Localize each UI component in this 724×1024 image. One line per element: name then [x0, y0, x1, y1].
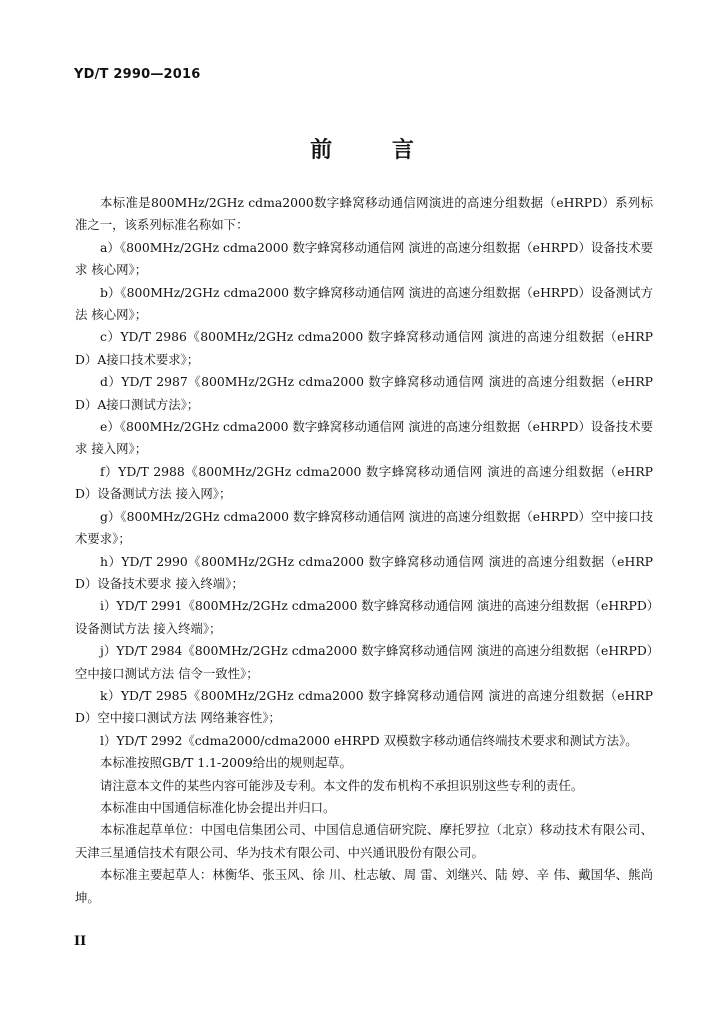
paragraph-drafting-units: 本标准起草单位：中国电信集团公司、中国信息通信研究院、摩托罗拉（北京）移动技术有限公司、天津三星通信技术有限公司、华为技术有限公司、中兴通讯股份有限公司。 — [75, 822, 653, 860]
page-title: 前 言 — [310, 138, 440, 163]
paragraph-intro: 本标准是800MHz/2GHz cdma2000数字蜂窝移动通信网演进的高速分组数据（eHRPD）系列标准之一，该系列标准名称如下： — [75, 195, 653, 233]
list-item-j: j）YD/T 2984《800MHz/2GHz cdma2000 数字蜂窝移动通信网 演进的高速分组数据（eHRPD）空中接口测试方法 信令一致性》； — [75, 643, 653, 681]
page-number: II — [74, 934, 87, 949]
list-item-h: h）YD/T 2990《800MHz/2GHz cdma2000 数字蜂窝移动通信网 演进的高速分组数据（eHRPD）设备技术要求 接入终端》； — [75, 553, 653, 591]
list-item-f: f）YD/T 2988《800MHz/2GHz cdma2000 数字蜂窝移动通信网 演进的高速分组数据（eHRPD）设备测试方法 接入网》； — [75, 463, 653, 502]
paragraph-proposer: 本标准由中国通信标准化协会提出并归口。 — [100, 799, 336, 815]
foreword-body — [75, 192, 653, 909]
list-item-c: c）YD/T 2986《800MHz/2GHz cdma2000 数字蜂窝移动通信网 演进的高速分组数据（eHRPD）A接口技术要求》； — [75, 329, 653, 367]
list-item-g: g）《800MHz/2GHz cdma2000 数字蜂窝移动通信网 演进的高速分组数据（eHRPD）空中接口技术要求》； — [75, 508, 653, 547]
list-item-d: d）YD/T 2987《800MHz/2GHz cdma2000 数字蜂窝移动通信网 演进的高速分组数据（eHRPD）A接口测试方法》； — [75, 374, 653, 412]
list-item-k: k）YD/T 2985《800MHz/2GHz cdma2000 数字蜂窝移动通信网 演进的高速分组数据（eHRPD）空中接口测试方法 网络兼容性》； — [75, 687, 653, 726]
list-item-i: i）YD/T 2991《800MHz/2GHz cdma2000 数字蜂窝移动通信网 演进的高速分组数据（eHRPD）设备测试方法 接入终端》； — [75, 598, 653, 636]
paragraph-drafters: 本标准主要起草人：林衡华、张玉风、徐 川、杜志敏、周 雷、刘继兴、陆 婷、辛 伟、戴国华、熊尚坤。 — [75, 867, 653, 905]
list-item-e: e）《800MHz/2GHz cdma2000 数字蜂窝移动通信网 演进的高速分组数据（eHRPD）设备技术要求 接入网》； — [75, 419, 653, 457]
paragraph-drafting-rules: 本标准按照GB/T 1.1-2009给出的规则起草。 — [100, 755, 352, 771]
list-item-a: a）《800MHz/2GHz cdma2000 数字蜂窝移动通信网 演进的高速分组数据（eHRPD）设备技术要求 核心网》； — [75, 239, 653, 278]
list-item-b: b）《800MHz/2GHz cdma2000 数字蜂窝移动通信网 演进的高速分组数据（eHRPD）设备测试方法 核心网》； — [75, 284, 653, 323]
list-item-l: l）YD/T 2992《cdma2000/cdma2000 eHRPD 双模数字移动通信终端技术要求和测试方法》。 — [100, 732, 638, 748]
paragraph-patent-notice: 请注意本文件的某些内容可能涉及专利。本文件的发布机构不承担识别这些专利的责任。 — [100, 777, 584, 793]
document-id-header: YD/T 2990—2016 — [74, 67, 201, 82]
